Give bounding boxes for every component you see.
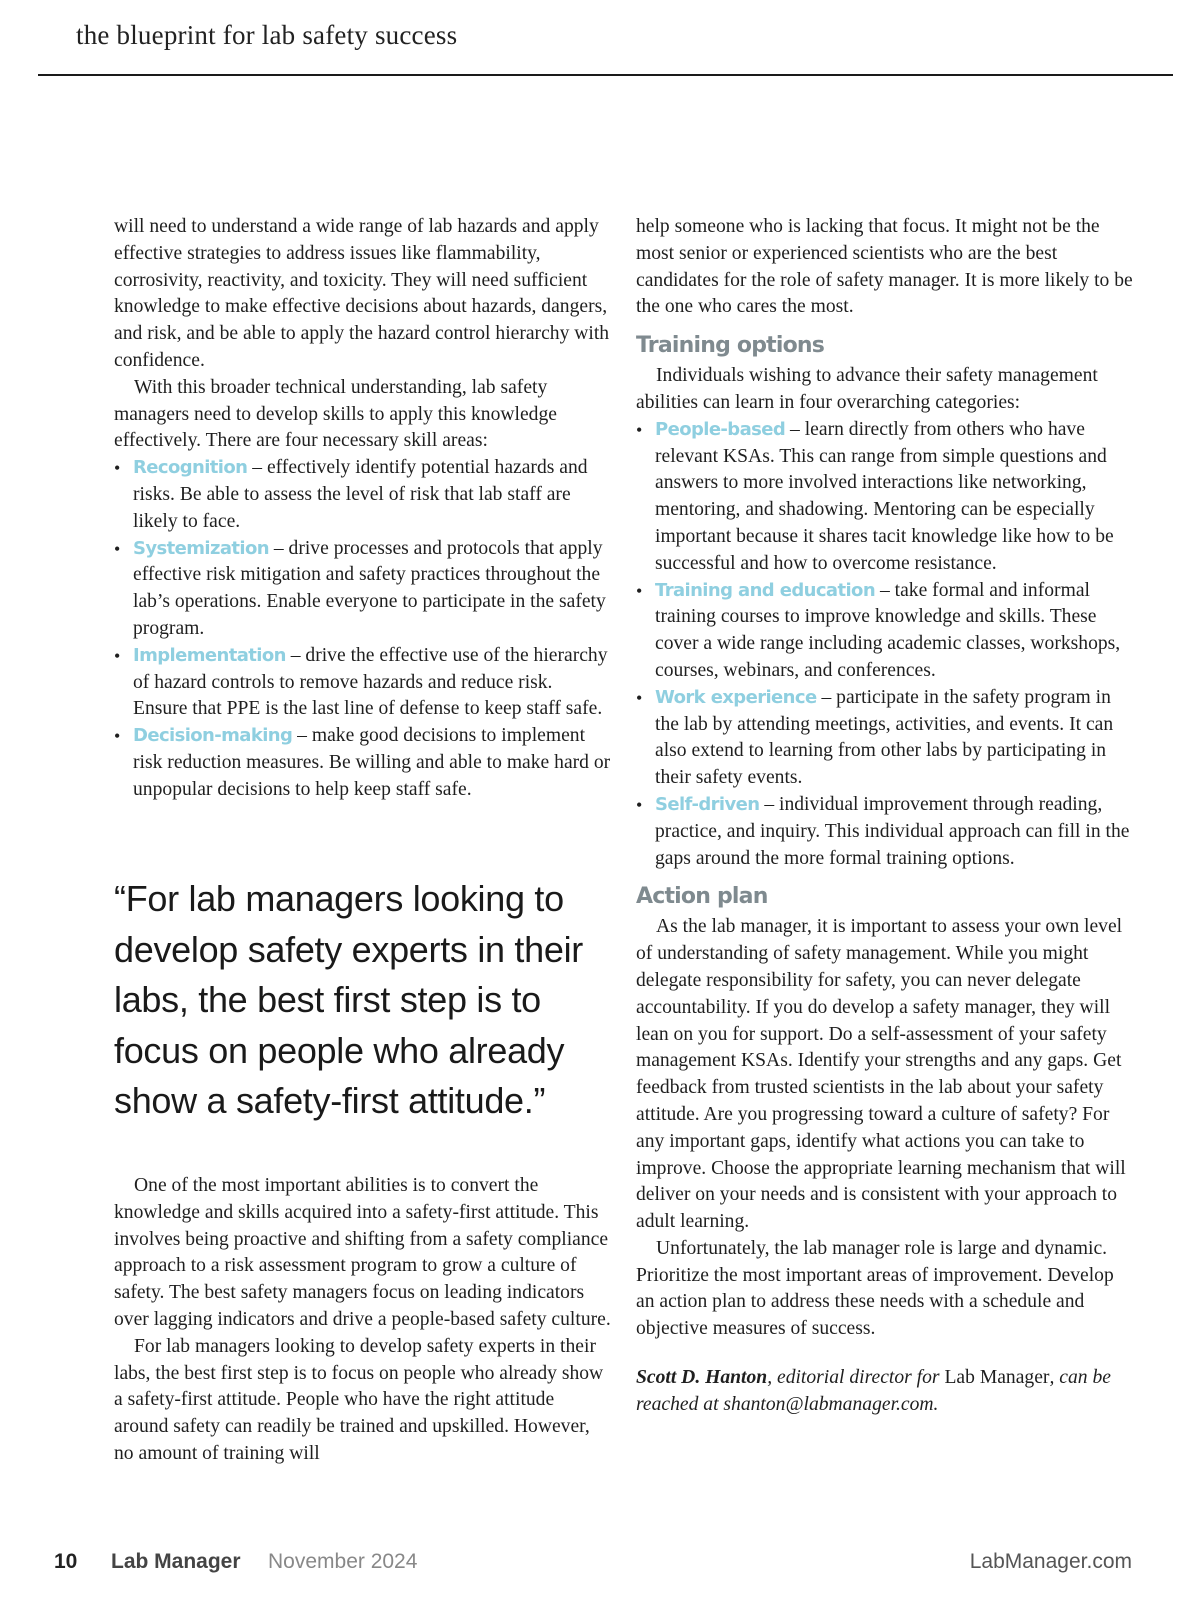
author-contact: , can be reached at shanton@labmanager.com.	[636, 1367, 1111, 1415]
option-text: – individual improvement through reading, practice, and inquiry. This individual approach can fill in the gaps around the more formal training options.	[655, 793, 1130, 869]
author-signature	[636, 1365, 1136, 1419]
bullet-icon: •	[114, 726, 121, 747]
section-heading-training: Training options	[636, 333, 825, 359]
list-item	[114, 536, 611, 643]
list-item	[636, 792, 1136, 872]
body-paragraph: One of the most important abilities is to convert the knowledge and skills acquired into a safety-first attitude. This involves being proactive and shifting from a safety compliance approach to a risk assessment program to grow a culture of safety. The best safety managers focus on leading indicators over lagging indicators and drive a people-based safety culture.	[114, 1175, 611, 1330]
skill-text: – make good decisions to implement risk reduction measures. Be willing and able to make hard or unpopular decisions to help keep staff safe.	[133, 725, 611, 800]
page-footer	[0, 1550, 1200, 1580]
skill-text: – drive the effective use of the hierarchy of hazard controls to remove hazards and reduce risk. Ensure that PPE is the last line of defense to keep staff safe.	[133, 644, 608, 720]
header-rule	[38, 74, 1173, 76]
body-paragraph: help someone who is lacking that focus. It might not be the most senior or experienced scientists who are the best candidates for the role of safety manager. It is more likely to be the one who cares the most.	[636, 216, 1133, 318]
option-text: – participate in the safety program in the lab by attending meetings, activities, and events. It can also extend to learning from other labs by participating in their safety events.	[655, 686, 1114, 789]
list-item	[114, 723, 611, 803]
list-item	[114, 455, 611, 535]
skill-term: Implementation	[133, 644, 286, 666]
skill-text: – effectively identify potential hazards and risks. Be able to assess the level of risk that lab staff are likely to face.	[133, 457, 588, 532]
list-item	[636, 578, 1136, 685]
skill-term: Recognition	[133, 457, 248, 479]
option-term: Training and education	[655, 579, 876, 601]
left-column-top	[114, 214, 611, 804]
skill-text: – drive processes and protocols that apply effective risk mitigation and safety practices throughout the lab’s operations. Enable everyone to participate in the safety program.	[133, 537, 606, 639]
body-paragraph: will need to understand a wide range of lab hazards and apply effective strategies to address issues like flammability, corrosivity, reactivity, and toxicity. They will need sufficient knowledge to make effective decisions about hazards, dangers, and risk, and be able to apply the hazard control hierarchy with confidence.	[114, 216, 610, 371]
body-paragraph: Unfortunately, the lab manager role is large and dynamic. Prioritize the most important areas of improvement. Develop an action plan to address these needs with a schedule and objective measures of success.	[636, 1237, 1114, 1340]
body-paragraph: For lab managers looking to develop safety experts in their labs, the best first step is to focus on people who already show a safety-first attitude. People who have the right attitude around safety can readily be trained and upskilled. However, no amount of training will	[114, 1335, 604, 1464]
author-role: , editorial director for	[767, 1367, 945, 1389]
magazine-name: Lab Manager	[111, 1550, 241, 1573]
pull-quote: “For lab managers looking to develop safety experts in their labs, the best first step is to focus on people who already show a safety-first attitude.”	[114, 878, 583, 1121]
list-item	[636, 417, 1136, 578]
issue-date: November 2024	[268, 1550, 418, 1573]
option-term: Work experience	[655, 686, 817, 708]
bullet-icon: •	[636, 419, 643, 440]
option-text: – take formal and informal training courses to improve knowledge and skills. These cover a wide range including academic classes, workshops, courses, webinars, and conferences.	[655, 579, 1121, 681]
body-paragraph: Individuals wishing to advance their safety management abilities can learn in four overarching categories:	[636, 365, 1098, 413]
bullet-icon: •	[114, 458, 121, 479]
bullet-icon: •	[636, 687, 643, 708]
option-term: People-based	[655, 418, 786, 440]
body-paragraph: With this broader technical understanding, lab safety managers need to develop skills to apply this knowledge effectively. There are four necessary skill areas:	[114, 376, 557, 452]
list-item	[636, 685, 1136, 792]
right-column	[636, 214, 1136, 1419]
bullet-icon: •	[636, 794, 643, 815]
option-term: Self-driven	[655, 793, 760, 815]
training-options-list	[636, 417, 1136, 873]
list-item	[114, 643, 611, 723]
publication-name: Lab Manager	[944, 1367, 1050, 1389]
skill-term: Systemization	[133, 537, 269, 559]
section-heading-action-plan: Action plan	[636, 884, 768, 910]
skill-areas-list	[114, 455, 611, 803]
author-name: Scott D. Hanton	[636, 1367, 768, 1389]
skill-term: Decision-making	[133, 725, 293, 747]
bullet-icon: •	[636, 580, 643, 601]
bullet-icon: •	[114, 645, 121, 666]
body-paragraph: As the lab manager, it is important to assess your own level of understanding of safety management. While you might delegate responsibility for safety, you can never delegate accountability. If you do develop a safety manager, they will lean on you for support. Do a self-assessment of your safety management KSAs. Identify your strengths and any gaps. Get feedback from trusted scientists in the lab about your safety attitude. Are you progressing toward a culture of safety? For any important gaps, identify what actions you can take to improve. Choose the appropriate learning mechanism that will deliver on your needs and is consistent with your approach to adult learning.	[636, 916, 1126, 1233]
bullet-icon: •	[114, 538, 121, 559]
running-head: the blueprint for lab safety success	[76, 20, 458, 50]
page-number: 10	[54, 1550, 78, 1573]
option-text: – learn directly from others who have relevant KSAs. This can range from simple questions and answers to more involved interactions like networking, mentoring, and shadowing. Mentoring can be especially important because it shares tacit knowledge like how to be successful and how to overcome resistance.	[655, 418, 1114, 574]
left-column-bottom	[114, 1173, 611, 1468]
website: LabManager.com	[969, 1550, 1132, 1573]
